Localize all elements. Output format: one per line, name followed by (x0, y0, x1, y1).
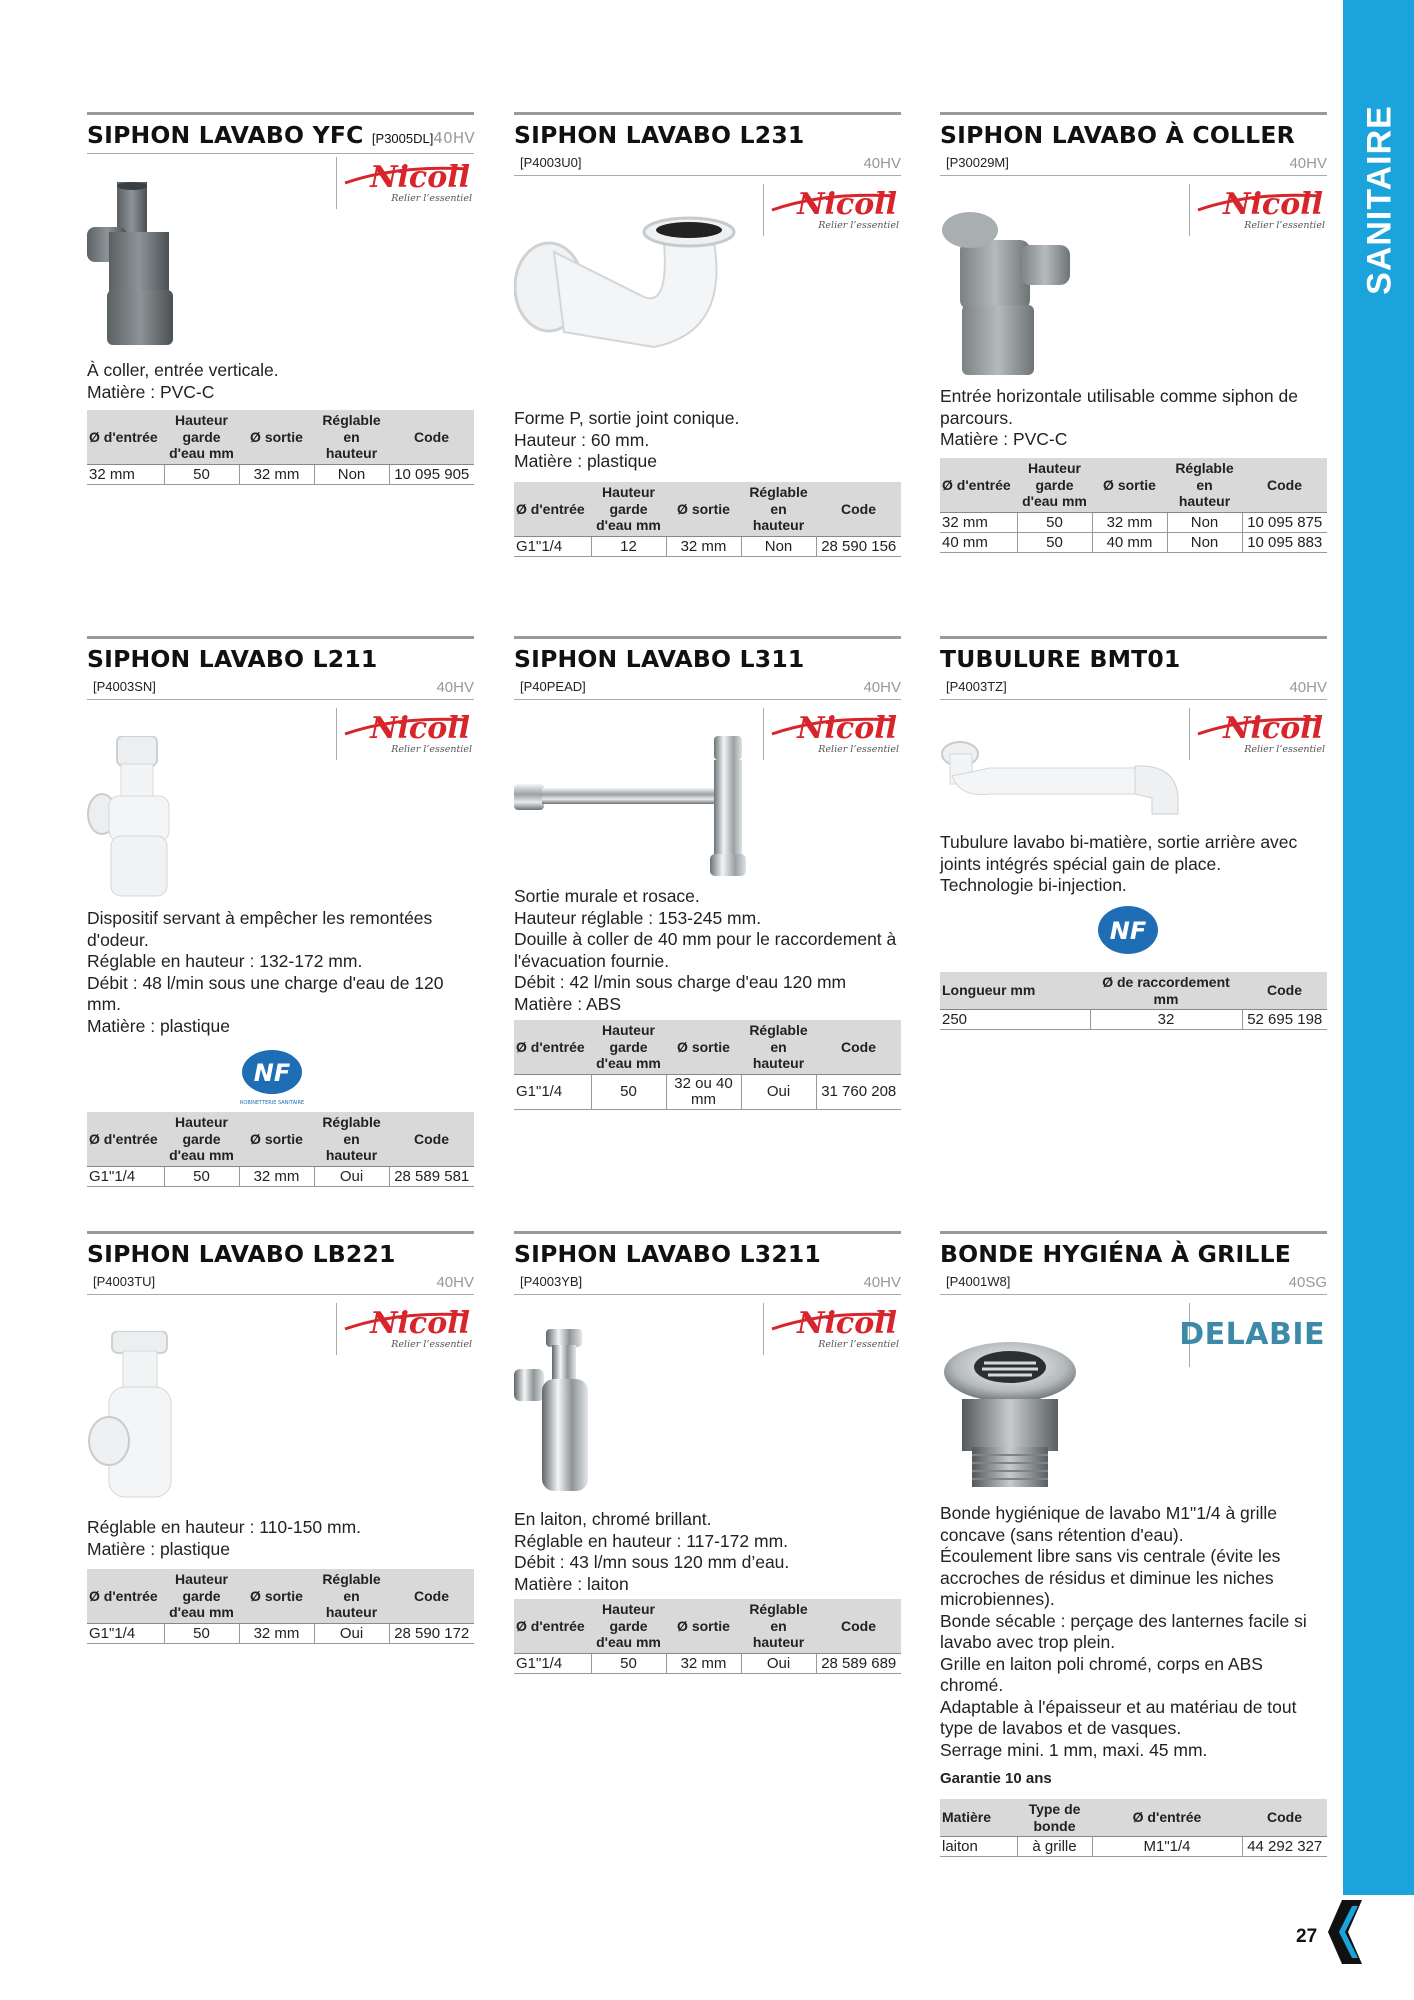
cell-type-bonde: à grille (1017, 1837, 1092, 1857)
desc-line: Réglable en hauteur : 110-150 mm. (87, 1517, 362, 1537)
product-description (514, 408, 904, 473)
cell-entree: M1"1/4 (1092, 1837, 1242, 1857)
col-header-code: Code (816, 482, 901, 536)
cell-sortie: 32 mm (666, 536, 741, 556)
cell-reglable: Non (1167, 512, 1242, 532)
spec-table (940, 972, 1327, 1030)
cell-entree: 32 mm (940, 512, 1017, 532)
nicoll-wordmark: Nicoll (797, 1306, 897, 1339)
product-card-bmt01 (940, 636, 1327, 1028)
desc-line: Matière : ABS (514, 993, 621, 1014)
desc-line: Matière : laiton (514, 1573, 629, 1594)
table-row (87, 1623, 474, 1643)
col-header-sortie: Ø sortie (239, 410, 314, 464)
product-category: 40HV (433, 129, 475, 147)
product-title (87, 121, 474, 149)
nf-text: NF (1109, 917, 1147, 945)
cell-raccord: 32 (1090, 1010, 1242, 1030)
spec-table (514, 482, 901, 557)
table-row (940, 512, 1327, 532)
product-title: SIPHON LAVABO L3211 (514, 1240, 821, 1268)
nicoll-logo (763, 708, 901, 760)
col-header-raccord: Ø de raccordement mm (1090, 972, 1242, 1010)
cell-code: 10 095 905 (389, 464, 474, 484)
col-header-garde: Hauteur garde d'eau mm (591, 482, 666, 536)
desc-line: À coller, entrée verticale. (87, 360, 279, 380)
nf-text: NF (253, 1059, 291, 1087)
product-description (940, 832, 1330, 897)
cell-code: 28 589 581 (389, 1166, 474, 1186)
cell-code: 10 095 875 (1242, 512, 1327, 532)
product-card-yfc (87, 112, 475, 483)
cell-entree: G1"1/4 (514, 536, 591, 556)
product-title: SIPHON LAVABO À COLLER (940, 121, 1295, 149)
col-header-reglable: Réglable en hauteur (314, 410, 389, 464)
product-description (87, 360, 477, 403)
table-row (514, 1653, 901, 1673)
desc-line: Adaptable à l'épaisseur et au matériau de tout type de lavabos et de vasques. (940, 1696, 1297, 1738)
desc-line: Douille à coller de 40 mm pour le raccordement à l'évacuation fournie. (514, 929, 897, 971)
desc-line: Matière : PVC-C (87, 381, 215, 402)
cell-longueur: 250 (940, 1010, 1090, 1030)
table-header-row (514, 482, 901, 536)
cell-entree: G1"1/4 (87, 1166, 164, 1186)
cell-reglable: Non (741, 536, 816, 556)
product-category: 40HV (436, 1274, 474, 1291)
col-header-entree: Ø d'entrée (1092, 1799, 1242, 1837)
table-header-row (87, 410, 474, 464)
ref-line (514, 679, 901, 700)
card-top-rule (514, 112, 901, 115)
card-top-rule (514, 636, 901, 639)
nicoll-slogan: Relier l’essentiel (818, 744, 899, 755)
product-ref: [P4003U0] (520, 155, 582, 170)
col-header-garde: Hauteur garde d'eau mm (591, 1020, 666, 1074)
nicoll-logo (1189, 708, 1327, 760)
card-top-rule (940, 1231, 1327, 1234)
col-header-garde: Hauteur garde d'eau mm (1017, 458, 1092, 512)
desc-line: Matière : plastique (514, 451, 657, 471)
desc-line: Bonde hygiénique de lavabo M1"1/4 à grille concave (sans rétention d'eau). (940, 1503, 1278, 1545)
table-row (87, 464, 474, 484)
nf-certification-logo (1095, 904, 1161, 960)
ref-line (87, 1274, 474, 1295)
cell-sortie: 32 mm (666, 1653, 741, 1673)
cell-code: 28 590 156 (816, 536, 901, 556)
cell-garde: 50 (164, 1623, 239, 1643)
cell-reglable: Non (1167, 532, 1242, 552)
col-header-reglable: Réglable en hauteur (741, 1599, 816, 1653)
cell-code: 44 292 327 (1242, 1837, 1327, 1857)
col-header-entree: Ø d'entrée (87, 1569, 164, 1623)
product-ref: [P30029M] (946, 155, 1009, 170)
col-header-entree: Ø d'entrée (87, 1112, 164, 1166)
col-header-entree: Ø d'entrée (514, 1599, 591, 1653)
nicoll-slogan: Relier l’essentiel (818, 1339, 899, 1350)
desc-line: Hauteur réglable : 153-245 mm. (514, 907, 762, 928)
product-card-l231 (514, 112, 901, 555)
product-ref: [P4001W8] (946, 1274, 1011, 1289)
col-header-code: Code (816, 1020, 901, 1074)
cell-garde: 12 (591, 536, 666, 556)
nicoll-slogan: Relier l’essentiel (1244, 220, 1325, 231)
col-header-sortie: Ø sortie (239, 1112, 314, 1166)
spec-table (87, 1112, 474, 1187)
product-title: BONDE HYGIÉNA À GRILLE (940, 1240, 1292, 1268)
desc-line: Réglable en hauteur : 132-172 mm. (87, 951, 363, 971)
nicoll-logo (336, 1303, 474, 1355)
col-header-code: Code (389, 410, 474, 464)
cell-reglable: Oui (314, 1623, 389, 1643)
col-header-code: Code (1242, 972, 1327, 1010)
siphon-yfc-image (87, 182, 197, 352)
col-header-entree: Ø d'entrée (940, 458, 1017, 512)
table-header-row (514, 1599, 901, 1653)
cell-matiere: laiton (940, 1837, 1017, 1857)
nicoll-wordmark: Nicoll (797, 187, 897, 220)
ref-line (940, 155, 1327, 176)
desc-line: Sortie murale et rosace. (514, 886, 700, 906)
col-header-garde: Hauteur garde d'eau mm (164, 1569, 239, 1623)
product-ref: [P4003TU] (93, 1274, 156, 1289)
ref-rule (87, 153, 474, 154)
product-description (940, 386, 1330, 451)
desc-line: En laiton, chromé brillant. (514, 1509, 712, 1529)
desc-line: Débit : 42 l/min sous charge d'eau 120 mm (514, 972, 847, 992)
col-header-reglable: Réglable en hauteur (314, 1569, 389, 1623)
cell-reglable: Oui (741, 1074, 816, 1109)
desc-line: Forme P, sortie joint conique. (514, 408, 740, 428)
table-header-row (87, 1569, 474, 1623)
card-top-rule (514, 1231, 901, 1234)
product-ref: [P4003YB] (520, 1274, 583, 1289)
product-card-l311 (514, 636, 901, 1108)
ref-line (940, 1274, 1327, 1295)
desc-line: Tubulure lavabo bi-matière, sortie arrière avec joints intégrés spécial gain de place. (940, 832, 1298, 874)
desc-line: Grille en laiton poli chromé, corps en ABS chromé. (940, 1653, 1263, 1695)
cell-entree: G1"1/4 (514, 1653, 591, 1673)
spec-table (514, 1599, 901, 1674)
cell-reglable: Non (314, 464, 389, 484)
siphon-l3211-image (514, 1329, 604, 1494)
table-row (87, 1166, 474, 1186)
table-row (514, 1074, 901, 1109)
bonde-hygiena-image (940, 1337, 1080, 1497)
product-ref: [P40PEAD] (520, 679, 586, 694)
ref-line (940, 679, 1327, 700)
col-header-sortie: Ø sortie (239, 1569, 314, 1623)
cell-sortie: 32 mm (239, 464, 314, 484)
col-header-matiere: Matière (940, 1799, 1017, 1837)
siphon-l231-image (514, 212, 744, 362)
table-header-row (940, 972, 1327, 1010)
nicoll-slogan: Relier l’essentiel (391, 193, 472, 204)
nicoll-wordmark: Nicoll (1223, 187, 1323, 220)
product-category: 40HV (436, 679, 474, 696)
col-header-reglable: Réglable en hauteur (741, 1020, 816, 1074)
cell-garde: 50 (164, 1166, 239, 1186)
table-header-row (940, 458, 1327, 512)
product-description (87, 908, 477, 1037)
desc-line: Matière : plastique (87, 1015, 230, 1036)
cell-garde: 50 (591, 1074, 666, 1109)
col-header-sortie: Ø sortie (1092, 458, 1167, 512)
cell-sortie: 32 mm (239, 1623, 314, 1643)
cell-garde: 50 (164, 464, 239, 484)
card-top-rule (940, 636, 1327, 639)
table-row (940, 1010, 1327, 1030)
product-ref: [P4003SN] (93, 679, 156, 694)
desc-line: Écoulement libre sans vis centrale (évite les accroches de résidus et diminue les niches microbiennes). (940, 1546, 1281, 1609)
spec-table (87, 410, 474, 485)
col-header-garde: Hauteur garde d'eau mm (164, 410, 239, 464)
product-card-l3211 (514, 1231, 901, 1672)
nicoll-slogan: Relier l’essentiel (818, 220, 899, 231)
col-header-garde: Hauteur garde d'eau mm (164, 1112, 239, 1166)
cell-code: 31 760 208 (816, 1074, 901, 1109)
col-header-garde: Hauteur garde d'eau mm (591, 1599, 666, 1653)
cell-garde: 50 (1017, 532, 1092, 552)
cell-entree: G1"1/4 (87, 1623, 164, 1643)
product-category: 40HV (863, 155, 901, 172)
col-header-entree: Ø d'entrée (87, 410, 164, 464)
col-header-reglable: Réglable en hauteur (1167, 458, 1242, 512)
product-category: 40SG (1288, 1274, 1327, 1291)
table-row (940, 532, 1327, 552)
nicoll-logo (763, 1303, 901, 1355)
desc-line: Serrage mini. 1 mm, maxi. 45 mm. (940, 1739, 1208, 1760)
col-header-code: Code (389, 1569, 474, 1623)
product-ref: [P4003TZ] (946, 679, 1007, 694)
sidebar-label-box (1350, 100, 1410, 300)
desc-line: Bonde sécable : perçage des lanternes facile si lavabo avec trop plein. (940, 1610, 1307, 1652)
product-title: SIPHON LAVABO L311 (514, 645, 805, 673)
ref-line (514, 155, 901, 176)
delabie-logo (1179, 1303, 1327, 1367)
col-header-code: Code (1242, 1799, 1327, 1837)
siphon-l311-image (514, 736, 764, 881)
ref-line (514, 1274, 901, 1295)
product-card-bonde-hygiena (940, 1231, 1327, 1855)
desc-line: Hauteur : 60 mm. (514, 429, 650, 450)
spec-table (87, 1569, 474, 1644)
nicoll-wordmark: Nicoll (370, 1306, 470, 1339)
card-top-rule (940, 112, 1327, 115)
product-description (514, 886, 904, 1015)
siphon-a-coller-image (940, 210, 1080, 380)
ref-line (87, 679, 474, 700)
nicoll-slogan: Relier l’essentiel (391, 1339, 472, 1350)
cell-entree: 40 mm (940, 532, 1017, 552)
siphon-l211-image (87, 736, 177, 901)
nicoll-logo (763, 184, 901, 236)
product-description (87, 1517, 477, 1560)
nicoll-wordmark: Nicoll (1223, 711, 1323, 744)
desc-line: Technologie bi-injection. (940, 875, 1127, 895)
cell-code: 28 590 172 (389, 1623, 474, 1643)
card-top-rule (87, 112, 474, 115)
product-card-lb221 (87, 1231, 474, 1642)
spec-table (940, 1799, 1327, 1857)
desc-line: Débit : 43 l/mn sous 120 mm d’eau. (514, 1552, 790, 1572)
cell-sortie: 32 mm (239, 1166, 314, 1186)
product-title: SIPHON LAVABO L231 (514, 121, 805, 149)
cell-code: 52 695 198 (1242, 1010, 1327, 1030)
cell-sortie: 40 mm (1092, 532, 1167, 552)
product-category: 40HV (1289, 679, 1327, 696)
nicoll-logo (336, 708, 474, 760)
col-header-sortie: Ø sortie (666, 1599, 741, 1653)
delabie-wordmark: DELABIE (1179, 1317, 1325, 1352)
table-row (940, 1837, 1327, 1857)
product-category: 40HV (863, 679, 901, 696)
page-number: 27 (1296, 1926, 1318, 1947)
col-header-type-bonde: Type de bonde (1017, 1799, 1092, 1837)
card-top-rule (87, 636, 474, 639)
table-header-row (514, 1020, 901, 1074)
nf-subtext: ROBINETTERIE SANITAIRE (239, 1100, 305, 1106)
title-text: SIPHON LAVABO YFC (87, 121, 364, 149)
col-header-code: Code (816, 1599, 901, 1653)
desc-line: Dispositif servant à empêcher les remontées d'odeur. (87, 908, 433, 950)
nicoll-wordmark: Nicoll (370, 160, 470, 193)
desc-line: Débit : 48 l/min sous une charge d'eau de 120 mm. (87, 972, 444, 1014)
product-card-a-coller (940, 112, 1327, 551)
desc-line: Réglable en hauteur : 117-172 mm. (514, 1530, 789, 1551)
cell-sortie: 32 ou 40 mm (666, 1074, 741, 1109)
nicoll-logo (336, 157, 474, 209)
product-category: 40HV (863, 1274, 901, 1291)
cell-garde: 50 (591, 1653, 666, 1673)
product-ref: [P3005DL] (371, 131, 434, 146)
col-header-reglable: Réglable en hauteur (741, 482, 816, 536)
spec-table (514, 1020, 901, 1110)
guarantee-text: Garantie 10 ans (940, 1770, 1052, 1787)
nicoll-slogan: Relier l’essentiel (1244, 744, 1325, 755)
siphon-lb221-image (87, 1331, 197, 1501)
desc-line: Matière : PVC-C (940, 429, 1068, 449)
col-header-code: Code (1242, 458, 1327, 512)
col-header-entree: Ø d'entrée (514, 1020, 591, 1074)
nf-certification-logo (237, 1048, 307, 1108)
cell-entree: 32 mm (87, 464, 164, 484)
sidebar-label: SANITAIRE (1360, 105, 1399, 295)
table-header-row (940, 1799, 1327, 1837)
product-category: 40HV (1289, 155, 1327, 172)
spec-table (940, 458, 1327, 553)
chevron-left-icon (1328, 1900, 1362, 1964)
col-header-longueur: Longueur mm (940, 972, 1090, 1010)
cell-code: 28 589 689 (816, 1653, 901, 1673)
nicoll-slogan: Relier l’essentiel (391, 744, 472, 755)
desc-line: Matière : plastique (87, 1538, 230, 1559)
col-header-sortie: Ø sortie (666, 1020, 741, 1074)
cell-code: 10 095 883 (1242, 532, 1327, 552)
cell-garde: 50 (1017, 512, 1092, 532)
tubulure-bmt01-image (940, 736, 1190, 821)
cell-entree: G1"1/4 (514, 1074, 591, 1109)
nicoll-wordmark: Nicoll (370, 711, 470, 744)
table-header-row (87, 1112, 474, 1166)
nicoll-logo (1189, 184, 1327, 236)
desc-line: Entrée horizontale utilisable comme siphon de parcours. (940, 386, 1298, 428)
col-header-code: Code (389, 1112, 474, 1166)
cell-reglable: Oui (314, 1166, 389, 1186)
product-description (940, 1503, 1330, 1790)
card-top-rule (87, 1231, 474, 1234)
col-header-sortie: Ø sortie (666, 482, 741, 536)
product-title: SIPHON LAVABO L211 (87, 645, 378, 673)
col-header-reglable: Réglable en hauteur (314, 1112, 389, 1166)
product-title: SIPHON LAVABO LB221 (87, 1240, 396, 1268)
product-description (514, 1509, 904, 1595)
cell-sortie: 32 mm (1092, 512, 1167, 532)
nicoll-wordmark: Nicoll (797, 711, 897, 744)
product-card-l211 (87, 636, 474, 1185)
col-header-entree: Ø d'entrée (514, 482, 591, 536)
product-title: TUBULURE BMT01 (940, 645, 1181, 673)
table-row (514, 536, 901, 556)
cell-reglable: Oui (741, 1653, 816, 1673)
